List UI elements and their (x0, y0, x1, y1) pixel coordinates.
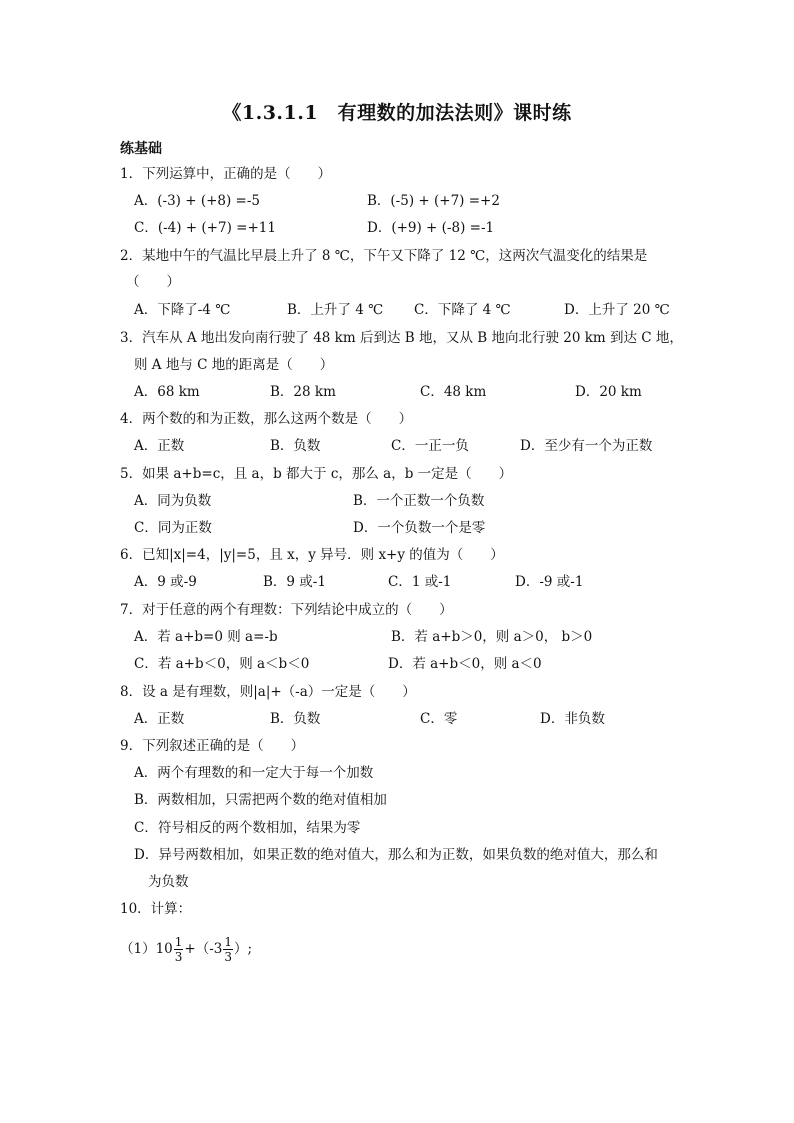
question-3-stem: 3．汽车从 A 地出发向南行驶了 48 km 后到达 B 地，又从 B 地向北行驶 20 km 到达 C 地， (120, 330, 683, 346)
part-1-end: ）; (234, 941, 253, 957)
fraction-numerator: 1 (224, 935, 233, 949)
part-1-operator: +（-3 (184, 941, 223, 957)
question-5-option-b: B．一个正数一个负数 (353, 493, 485, 509)
question-2-option-b: B．上升了 4 ℃ (287, 302, 384, 318)
question-3-option-b: B．28 km (270, 384, 336, 400)
fraction-denominator: 3 (224, 950, 233, 964)
question-4-option-c: C．一正一负 (391, 438, 469, 454)
question-3-option-d: D．20 km (575, 384, 642, 400)
question-2-option-c: C．下降了 4 ℃ (414, 302, 511, 318)
question-6-option-c: C．1 或-1 (388, 574, 452, 590)
question-4-option-b: B．负数 (270, 438, 321, 454)
question-8-option-c: C．零 (420, 711, 458, 727)
question-4-option-a: A．正数 (134, 438, 185, 454)
question-10-stem: 10．计算： (120, 901, 192, 917)
question-6-option-b: B．9 或-1 (263, 574, 326, 590)
question-2-stem-cont: （ ） (126, 274, 180, 290)
question-8-option-b: B．负数 (270, 711, 321, 727)
question-8-stem: 8．设 a 是有理数，则|a|+（-a）一定是（ ） (120, 684, 416, 700)
question-7-option-d: D．若 a+b＜0，则 a＜0 (388, 656, 542, 672)
question-7-stem: 7．对于任意的两个有理数：下列结论中成立的（ ） (120, 602, 453, 618)
page-title: 《1.3.1.1 有理数的加法法则》课时练 (222, 102, 572, 124)
question-9-option-d-cont: 为负数 (148, 874, 189, 890)
fraction-numerator: 1 (174, 935, 183, 949)
question-3-option-a: A．68 km (134, 384, 200, 400)
question-9-option-a: A．两个有理数的和一定大于每一个加数 (134, 765, 374, 781)
question-8-option-a: A．正数 (134, 711, 185, 727)
question-5-option-c: C．同为正数 (134, 520, 212, 536)
question-7-option-b: B．若 a+b＞0，则 a＞0， b＞0 (391, 629, 593, 645)
question-5-stem: 5．如果 a+b=c，且 a，b 都大于 c，那么 a，b 一定是（ ） (120, 466, 513, 482)
question-7-option-c: C．若 a+b＜0，则 a＜b＜0 (134, 656, 310, 672)
question-9-option-c: C．符号相反的两个数相加，结果为零 (134, 820, 361, 836)
question-3-stem-cont: 则 A 地与 C 地的距离是（ ） (134, 357, 334, 373)
question-5-option-a: A．同为负数 (134, 493, 212, 509)
question-6-option-d: D．-9 或-1 (515, 574, 584, 590)
part-1-label: （1）10 (120, 941, 173, 957)
question-4-option-d: D．至少有一个为正数 (520, 438, 653, 454)
question-10-part-1 (120, 932, 252, 966)
question-2-stem: 2．某地中午的气温比早晨上升了 8 ℃，下午又下降了 12 ℃，这两次气温变化的结果是 (120, 248, 648, 264)
question-6-stem: 6．已知|x|=4，|y|=5，且 x，y 异号．则 x+y 的值为（ ） (120, 547, 504, 563)
question-6-option-a: A．9 或-9 (134, 574, 197, 590)
section-heading: 练基础 (120, 141, 162, 157)
fraction-one-third (174, 935, 184, 964)
fraction-denominator: 3 (174, 950, 183, 964)
question-3-option-c: C．48 km (420, 384, 487, 400)
question-8-option-d: D．非负数 (540, 711, 605, 727)
question-9-stem: 9．下列叙述正确的是（ ） (120, 738, 305, 754)
question-2-option-d: D．上升了 20 ℃ (564, 302, 670, 318)
question-9-option-b: B．两数相加，只需把两个数的绝对值相加 (134, 792, 387, 808)
question-1-option-a: A．(-3) + (+8) =-5 (134, 193, 261, 209)
question-1-option-c: C．(-4) + (+7) =+11 (134, 220, 276, 236)
question-2-option-a: A．下降了-4 ℃ (134, 302, 231, 318)
fraction-one-third-second (223, 935, 233, 964)
question-7-option-a: A．若 a+b=0 则 a=-b (134, 629, 278, 645)
question-9-option-d: D．异号两数相加，如果正数的绝对值大，那么和为正数，如果负数的绝对值大，那么和 (134, 847, 658, 863)
question-4-stem: 4．两个数的和为正数，那么这两个数是（ ） (120, 411, 413, 427)
question-1-stem: 1．下列运算中，正确的是（ ） (120, 166, 332, 182)
question-5-option-d: D．一个负数一个是零 (353, 520, 486, 536)
question-1-option-d: D．(+9) + (-8) =-1 (367, 220, 495, 236)
question-1-option-b: B．(-5) + (+7) =+2 (367, 193, 500, 209)
